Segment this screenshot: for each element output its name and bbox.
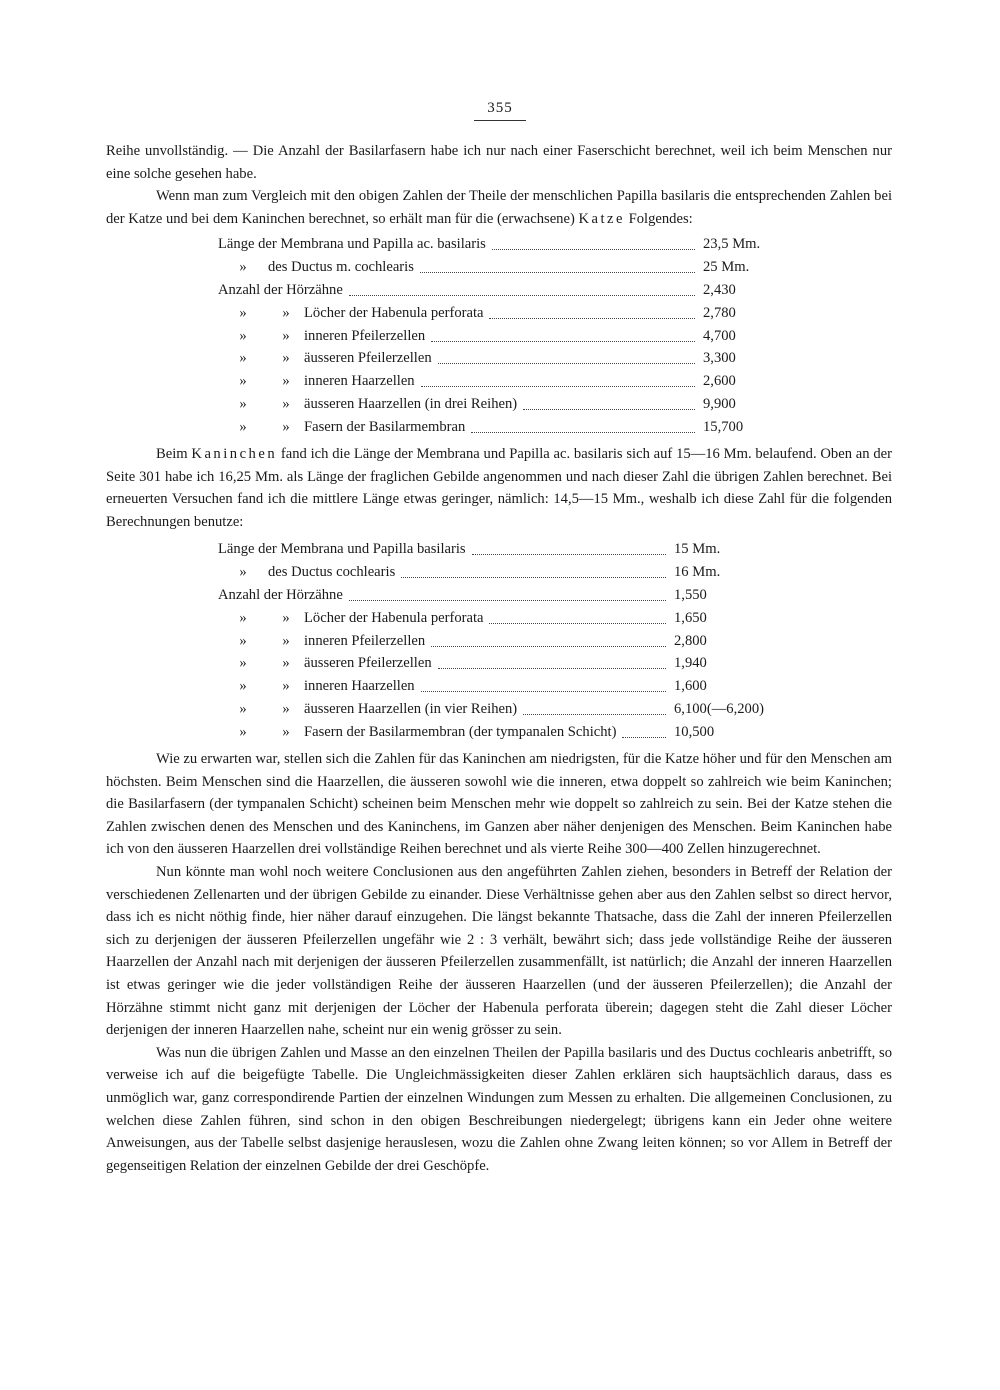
ditto-mark: » (282, 327, 290, 344)
row-value: 3,300 (703, 350, 736, 367)
ditto-mark: » (282, 724, 290, 741)
row-label-group (218, 233, 486, 256)
table-row (218, 347, 778, 370)
row-label: inneren Pfeilerzellen (304, 632, 426, 649)
row-value: 1,650 (674, 609, 707, 626)
ditto-mark: » (282, 609, 290, 626)
table-row (218, 302, 778, 325)
row-label: Fasern der Basilarmembran (der tympanalen Schicht) (304, 724, 617, 741)
row-label: äusseren Haarzellen (in drei Reihen) (304, 396, 518, 413)
table-row (218, 630, 788, 653)
cat-heading-word: Katze (578, 210, 625, 227)
table-row (218, 416, 778, 439)
ditto-mark: » (282, 304, 290, 321)
leader-dots (438, 668, 666, 669)
leader-dots (401, 577, 666, 578)
table-row (218, 256, 778, 279)
row-value: 1,600 (674, 678, 707, 695)
leader-dots (349, 600, 666, 601)
ditto-mark: » (239, 678, 247, 695)
row-label: Löcher der Habenula perforata (304, 304, 484, 321)
conclusions-block (106, 748, 892, 1177)
paragraph-continuation: Reihe unvollständig. — Die Anzahl der Basilarfasern habe ich nur nach einer Faserschicht berechnet, weil ich beim Menschen nur eine solche gesehen habe. (106, 143, 892, 182)
row-value: 16 Mm. (674, 563, 721, 580)
ditto-mark: » (239, 419, 247, 436)
row-label-group (218, 370, 415, 393)
ditto-mark: » (282, 350, 290, 367)
rabbit-intro-block (106, 443, 892, 533)
leader-dots (471, 432, 695, 433)
row-label: äusseren Haarzellen (in vier Reihen) (304, 701, 518, 718)
ditto-mark: » (282, 701, 290, 718)
ditto-mark: » (239, 724, 247, 741)
table-row (218, 233, 778, 256)
ditto-mark: » (239, 563, 247, 580)
table-row (218, 675, 788, 698)
row-label-group (218, 652, 432, 675)
row-label-group (218, 347, 432, 370)
row-label: inneren Pfeilerzellen (304, 327, 426, 344)
row-value: 2,430 (703, 281, 736, 298)
ditto-mark: » (239, 350, 247, 367)
row-label: des Ductus m. cochlearis (268, 258, 414, 275)
ditto-mark: » (239, 327, 247, 344)
ditto-mark: » (239, 609, 247, 626)
table-row (218, 393, 778, 416)
page-number-rule (474, 120, 526, 121)
rabbit-measurements-table (218, 538, 788, 744)
rabbit-heading-word: Kaninchen (191, 446, 278, 462)
row-value: 6,100(—6,200) (674, 701, 764, 718)
ditto-mark: » (282, 396, 290, 413)
row-label-group (218, 698, 517, 721)
table-row (218, 607, 788, 630)
page-number: 355 (487, 100, 513, 116)
row-label: inneren Haarzellen (304, 678, 415, 695)
row-value: 9,900 (703, 396, 736, 413)
leader-dots (431, 646, 666, 647)
paragraph-comparison: Wie zu erwarten war, stellen sich die Zahlen für das Kaninchen am niedrigsten, für die Katze höher und für den Menschen am höchsten. Beim Menschen sind die Haarzellen, die äusseren sowohl wie die inneren, etwa doppelt so zahlreich wie beim Kaninchen; die Basilarfasern (der tympanalen Schicht) scheinen beim Menschen mehr wie doppelt so zahlreich zu sein. Bei der Katze stehen die Zahlen zwischen denen des Menschen und des Kaninchens, im Ganzen aber näher denjenigen des Menschen. Beim Kaninchen habe ich von den äusseren Haarzellen drei vollständige Reihen berechnet und als vierte Reihe 300—400 Zellen hinzugerechnet. (106, 751, 892, 858)
leader-dots (489, 623, 666, 624)
table-row (218, 561, 788, 584)
row-label-group (218, 256, 414, 279)
leader-dots (420, 272, 695, 273)
row-label-group (218, 302, 483, 325)
leader-dots (523, 714, 666, 715)
ditto-mark: » (282, 373, 290, 390)
row-label: Fasern der Basilarmembran (304, 419, 466, 436)
row-label: Länge der Membrana und Papilla basilaris (218, 541, 466, 557)
row-value: 15 Mm. (674, 541, 721, 557)
row-label: Löcher der Habenula perforata (304, 609, 484, 626)
ditto-mark: » (239, 632, 247, 649)
row-label-group (218, 325, 425, 348)
row-label-group (218, 584, 343, 607)
row-value: 2,600 (703, 373, 736, 390)
row-label: äusseren Pfeilerzellen (304, 655, 432, 672)
table-row (218, 279, 778, 302)
leader-dots (523, 409, 695, 410)
row-label: des Ductus cochlearis (268, 563, 396, 580)
table-row (218, 538, 788, 561)
ditto-mark: » (282, 655, 290, 672)
leader-dots (421, 386, 695, 387)
row-value: 2,800 (674, 632, 707, 649)
table-row (218, 652, 788, 675)
row-value: 4,700 (703, 327, 736, 344)
leader-dots (492, 249, 695, 250)
row-label: Länge der Membrana und Papilla ac. basilaris (218, 236, 486, 252)
ditto-mark: » (239, 258, 247, 275)
leader-dots (421, 691, 666, 692)
row-label-group (218, 561, 395, 584)
ditto-mark: » (282, 678, 290, 695)
leader-dots (431, 341, 695, 342)
leader-dots (349, 295, 695, 296)
row-label: inneren Haarzellen (304, 373, 415, 390)
table-row (218, 584, 788, 607)
row-value: 1,550 (674, 586, 707, 603)
ditto-mark: » (282, 632, 290, 649)
row-value: 15,700 (703, 419, 744, 436)
paragraph-cat-intro (106, 185, 892, 230)
ditto-mark: » (239, 373, 247, 390)
intro-block (106, 140, 892, 230)
rabbit-intro-end: fand ich die Länge der Membrana und Papilla ac. basilaris sich auf 15—16 Mm. belaufend. Oben an der Seite 301 habe ich 16,25 Mm. als Länge der fraglichen Gebilde angenommen und nach dieser Zahl die übrigen Zahlen berechnet. Bei erneuerten Versuchen fand ich die mittlere Länge etwas geringer, nämlich: 14,5—15 Mm., weshalb ich diese Zahl für die folgenden Berechnungen benutze: (106, 446, 892, 530)
paragraph-table-reference: Was nun die übrigen Zahlen und Masse an den einzelnen Theilen der Papilla basilaris und des Ductus cochlearis anbetrifft, so verweise ich auf die beigefügte Tabelle. Die Ungleichmässigkeiten dieser Zahlen erklären sich hauptsächlich daraus, dass es unmöglich war, ganz correspondirende Partien der einzelnen Windungen zum Messen zu erhalten. Die allgemeinen Conclusionen, zu welchen diese Zahlen führen, sind schon in den obigen Beschreibungen niedergelegt; übrigens kann ein Jeder ohne weitere Anweisungen, aus der Tabelle selbst dasjenige herauslesen, wozu die Zahlen ohne Zwang leiten können; so vor Allem in Betreff der gegenseitigen Relation der einzelnen Gebilde der drei Geschöpfe. (106, 1044, 892, 1174)
row-label-group (218, 279, 343, 302)
table-row (218, 698, 788, 721)
row-label-group (218, 721, 616, 744)
row-value: 1,940 (674, 655, 707, 672)
rabbit-intro-text: Beim (156, 446, 192, 462)
cat-measurements-table (218, 233, 778, 439)
table-row (218, 370, 778, 393)
row-label: Anzahl der Hörzähne (218, 281, 343, 298)
paragraph-rabbit-intro (106, 443, 892, 533)
table-row (218, 721, 788, 744)
ditto-mark: » (239, 655, 247, 672)
row-value: 25 Mm. (703, 258, 750, 275)
row-label-group (218, 393, 517, 416)
ditto-mark: » (239, 304, 247, 321)
row-value: 23,5 Mm. (703, 236, 761, 252)
leader-dots (472, 554, 666, 555)
row-value: 10,500 (674, 724, 715, 741)
row-label-group (218, 607, 483, 630)
row-label-group (218, 538, 466, 561)
ditto-mark: » (239, 396, 247, 413)
row-label-group (218, 675, 415, 698)
paragraph-conclusions: Nun könnte man wohl noch weitere Conclusionen aus den angeführten Zahlen ziehen, besonders in Betreff der Relation der verschiedenen Zellenarten und der übrigen Gebilde zu einander. Diese Verhältnisse gehen aber aus den Zahlen selbst so direct hervor, dass ich es nicht nöthig finde, hier näher darauf einzugehen. Die längst bekannte Thatsache, dass die Zahl der inneren Pfeilerzellen sich zu derjenigen der äusseren Pfeilerzellen ungefähr wie 2 : 3 verhält, bewährt sich; dass jede vollständige Reihe der äusseren Haarzellen der Anzahl nach mit derjenigen der äusseren Pfeilerzellen zusammenfällt, ist natürlich; die Anzahl der inneren Haarzellen ist etwas geringer wie die jeder vollständigen Reihe der äusseren Haarzellen (und der äusseren Pfeilerzellen); die Anzahl der Hörzähne stimmt nicht ganz mit derjenigen der Löcher der Habenula perforata überein; dagegen steht die Zahl dieser Löcher derjenigen der inneren Haarzellen nahe, scheint nur ein wenig grösser zu sein. (106, 863, 892, 1039)
cat-intro-text: Wenn man zum Vergleich mit den obigen Zahlen der Theile der menschlichen Papilla basilaris die entsprechenden Zahlen bei der Katze und bei dem Kaninchen berechnet, so erhält man für die (erwachsene) (106, 188, 892, 227)
row-label: Anzahl der Hörzähne (218, 586, 343, 603)
table-row (218, 325, 778, 348)
ditto-mark: » (239, 701, 247, 718)
leader-dots (438, 363, 695, 364)
row-value: 2,780 (703, 304, 736, 321)
ditto-mark: » (282, 419, 290, 436)
row-label-group (218, 416, 465, 439)
row-label-group (218, 630, 425, 653)
row-label: äusseren Pfeilerzellen (304, 350, 432, 367)
leader-dots (489, 318, 695, 319)
cat-intro-end: Folgendes: (625, 210, 693, 227)
leader-dots (622, 737, 666, 738)
